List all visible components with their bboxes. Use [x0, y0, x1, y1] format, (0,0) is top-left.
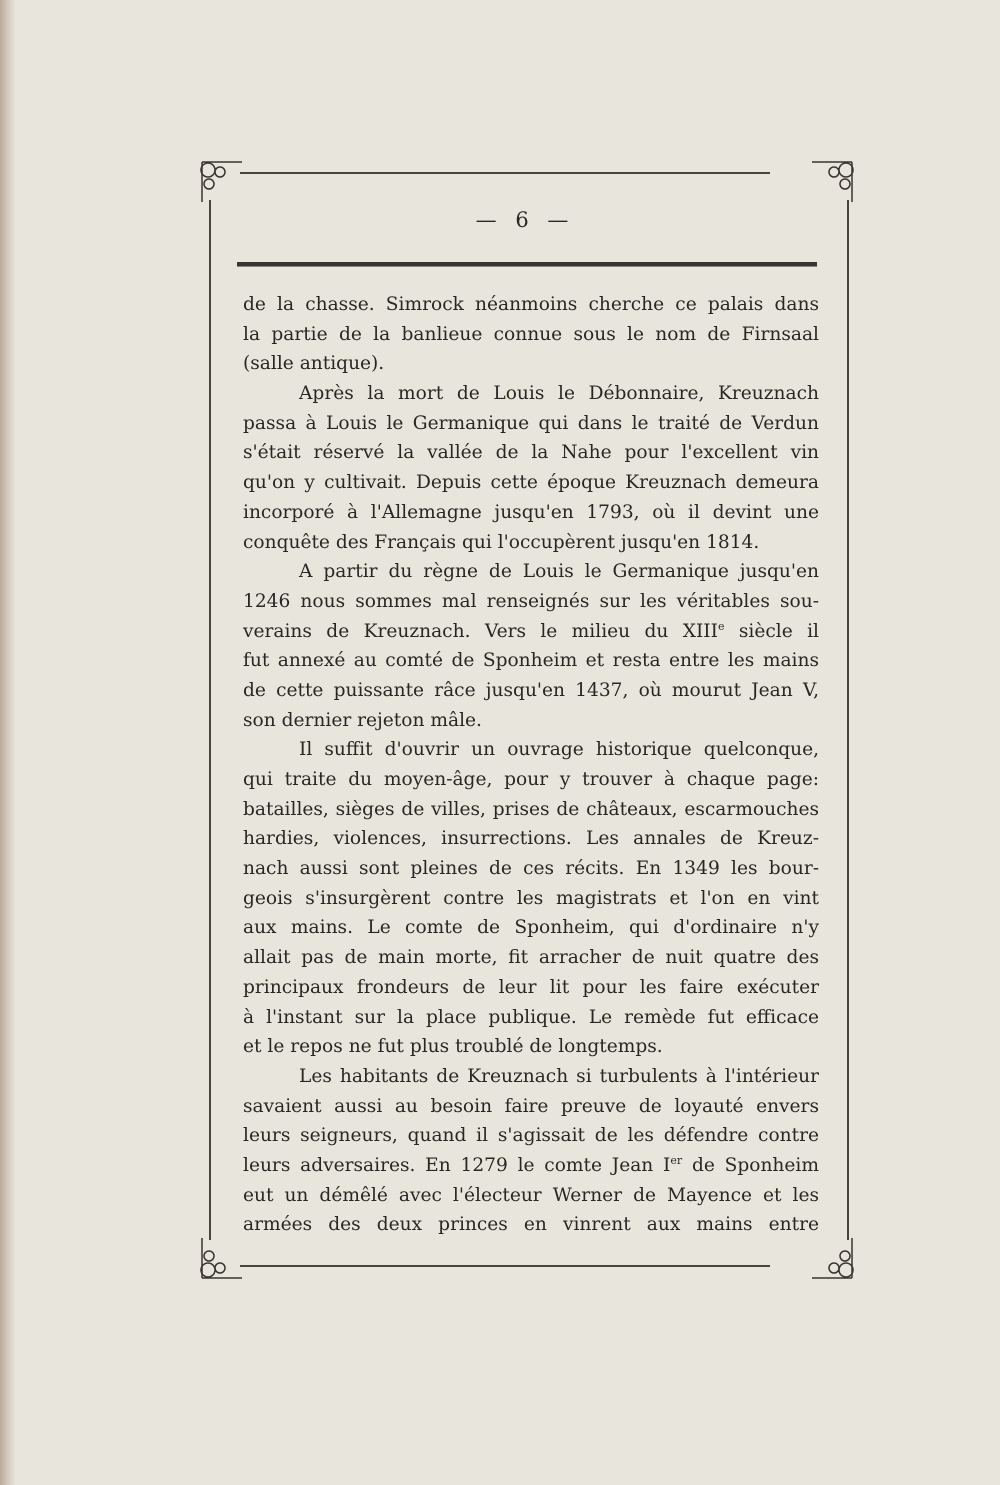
text-line-content: aux mains. Le comte de Sponheim, qui d'ordinaire n'y [243, 917, 819, 939]
text-line [243, 320, 819, 350]
text-line [243, 824, 819, 854]
text-line [243, 1210, 819, 1240]
text-line-content: siècle il [724, 620, 819, 642]
text-line-content: batailles, sièges de villes, prises de châteaux, escarmouches [243, 798, 819, 820]
text-line [243, 349, 819, 379]
text-line-content: principaux frondeurs de leur lit pour les faire exécuter [243, 976, 819, 998]
text-line-content: leurs seigneurs, quand il s'agissait de les défendre contre [243, 1125, 819, 1147]
text-line-content: (salle antique). [243, 353, 385, 375]
text-line-content: verains de Kreuznach. Vers le milieu du XIII [243, 620, 718, 642]
text-line [243, 884, 819, 914]
superscript: e [718, 619, 725, 633]
text-line [243, 290, 819, 320]
text-line [243, 1062, 819, 1092]
page-number: — 6 — [475, 208, 575, 232]
corner-ornament-icon [198, 1236, 244, 1282]
corner-ornament-icon [810, 1236, 856, 1282]
frame-bottom-rule [240, 1265, 770, 1267]
text-line-content: geois s'insurgèrent contre les magistrats et l'on en vint [243, 887, 819, 909]
text-line-content: nach aussi sont pleines de ces récits. En 1349 les bour- [243, 858, 819, 880]
text-line [243, 1151, 819, 1181]
text-line [243, 498, 819, 528]
text-line [243, 468, 819, 498]
header-rule [237, 262, 817, 267]
text-line [243, 1003, 819, 1033]
text-line-content: à l'instant sur la place publique. Le remède fut efficace [243, 1006, 819, 1028]
text-line [243, 528, 819, 558]
text-line [243, 617, 819, 647]
text-line [243, 765, 819, 795]
corner-ornament-icon [810, 158, 856, 204]
text-line-content: A partir du règne de Louis le Germanique jusqu'en [299, 561, 819, 583]
text-line-content: Il suffit d'ouvrir un ouvrage historique quelconque, [299, 739, 819, 761]
text-line-content: de cette puissante râce jusqu'en 1437, où mourut Jean V, [243, 679, 819, 701]
text-line [243, 1181, 819, 1211]
text-line [243, 735, 819, 765]
text-line [243, 587, 819, 617]
text-line-content: allait pas de main morte, fit arracher de nuit quatre des [243, 947, 819, 969]
frame-right-rule [847, 200, 849, 1240]
frame-left-rule [209, 200, 211, 1240]
text-line-content: hardies, violences, insurrections. Les annales de Kreuz- [243, 828, 819, 850]
text-line [243, 1092, 819, 1122]
text-line-content: eut un démêlé avec l'électeur Werner de Mayence et les [243, 1184, 819, 1206]
text-line [243, 795, 819, 825]
text-line [243, 913, 819, 943]
text-line [243, 438, 819, 468]
text-line [243, 646, 819, 676]
body-text [243, 290, 819, 1240]
text-line-content: Les habitants de Kreuznach si turbulents à l'intérieur [299, 1065, 819, 1087]
text-line [243, 379, 819, 409]
text-line [243, 854, 819, 884]
text-line [243, 943, 819, 973]
text-line-content: et le repos ne fut plus troublé de longtemps. [243, 1036, 663, 1058]
text-line-content: Après la mort de Louis le Débonnaire, Kreuznach [299, 383, 819, 405]
superscript: er [670, 1153, 683, 1167]
text-line [243, 409, 819, 439]
text-line-content: qui traite du moyen-âge, pour y trouver à chaque page: [243, 769, 819, 790]
text-line [243, 676, 819, 706]
text-line-content: armées des deux princes en vinrent aux mains entre [243, 1214, 819, 1236]
text-line-content: passa à Louis le Germanique qui dans le traité de Verdun [243, 412, 819, 434]
text-line [243, 1121, 819, 1151]
text-line [243, 973, 819, 1003]
frame-top-rule [240, 172, 770, 174]
text-line-content: incorporé à l'Allemagne jusqu'en 1793, où il devint une [243, 501, 819, 523]
text-line-content: fut annexé au comté de Sponheim et resta entre les mains [243, 650, 819, 672]
text-line-content: savaient aussi au besoin faire preuve de loyauté envers [243, 1095, 819, 1117]
text-line-content: de Sponheim [682, 1154, 819, 1176]
text-line-content: de la chasse. Simrock néanmoins cherche ce palais dans [243, 294, 819, 315]
text-line [243, 1032, 819, 1062]
corner-ornament-icon [198, 158, 244, 204]
text-line-content: qu'on y cultivait. Depuis cette époque Kreuznach demeura [243, 472, 819, 494]
text-line [243, 706, 819, 736]
text-line-content: leurs adversaires. En 1279 le comte Jean I [243, 1154, 671, 1176]
text-line-content: son dernier rejeton mâle. [243, 709, 482, 731]
text-line-content: la partie de la banlieue connue sous le nom de Firnsaal [243, 323, 819, 345]
text-line-content: 1246 nous sommes mal renseignés sur les véritables sou- [243, 590, 819, 612]
text-line-content: conquête des Français qui l'occupèrent jusqu'en 1814. [243, 531, 760, 553]
text-line [243, 557, 819, 587]
text-line-content: s'était réservé la vallée de la Nahe pour l'excellent vin [243, 442, 819, 464]
